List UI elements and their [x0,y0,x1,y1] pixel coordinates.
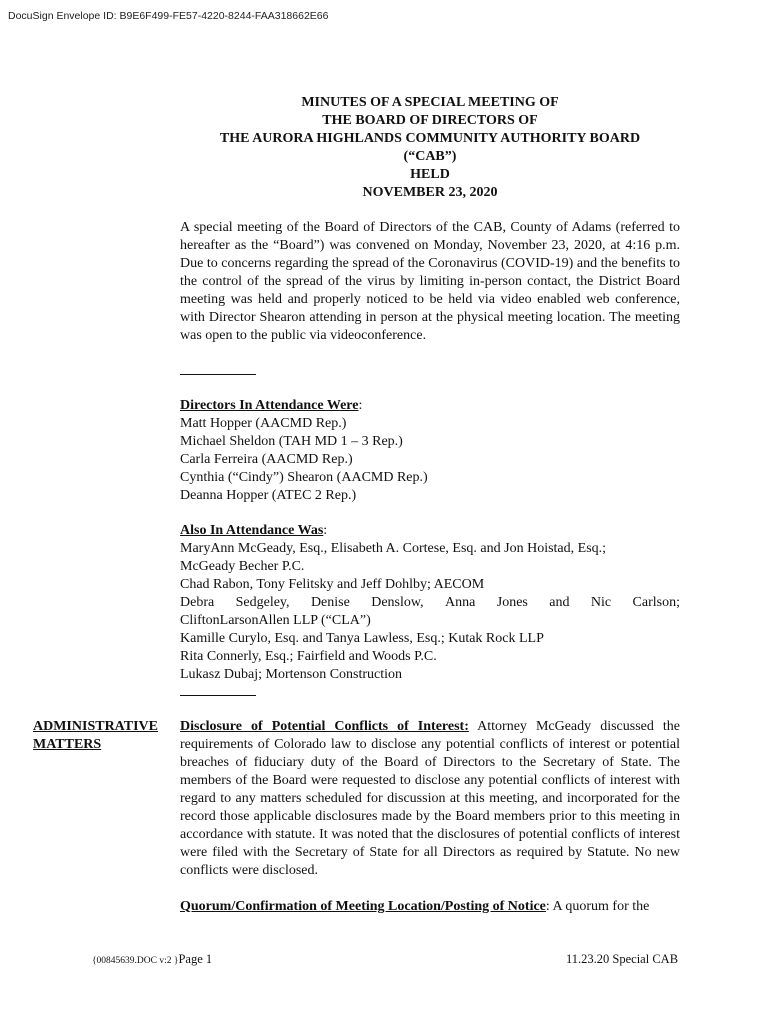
attendee-word: Anna [445,595,476,610]
director-item: Michael Sheldon (TAH MD 1 – 3 Rep.) [180,434,403,449]
attendee-line: Lukasz Dubaj; Mortenson Construction [180,667,403,682]
disclosure-text: Attorney McGeady discussed the requirements of Colorado law to disclose any potential conflicts of interest or potential breaches of fiduciary duty of the Board of Directors to the Secretary of State. The members of the Board were requested to disclose any potential conflicts of interest with regard to any matters scheduled for discussion at this meeting, and incorporated for the record those applicable disclosures made by the Board members prior to this meeting in accordance with statute. It was noted that the disclosures of potential conflicts of interest were filed with the Secretary of State for all Directors as required by Statute. No new conflicts were disclosed. [180,719,680,878]
quorum-paragraph [180,898,680,916]
also-heading-colon: : [323,523,328,538]
quorum-heading: Quorum/Confirmation of Meeting Location/Posting of Notice [180,899,546,914]
director-item: Matt Hopper (AACMD Rep.) [180,416,347,431]
quorum-text: : A quorum for the [545,899,650,914]
title-line-6: NOVEMBER 23, 2020 [362,185,498,200]
attendee-line: MaryAnn McGeady, Esq., Elisabeth A. Cortese, Esq. and Jon Hoistad, Esq.; [180,541,607,556]
footer-left [92,952,212,967]
directors-heading [180,397,680,415]
minutes-title [180,94,680,202]
director-item: Cynthia (“Cindy”) Shearon (AACMD Rep.) [180,470,428,485]
footer-right: 11.23.20 Special CAB [566,952,679,966]
title-line-3: THE AURORA HIGHLANDS COMMUNITY AUTHORITY BOARD [219,131,641,146]
directors-section [180,397,680,505]
footer-doc-ref: {00845639.DOC v:2 } [92,956,179,966]
left-heading-line-1: ADMINISTRATIVE [33,719,158,734]
directors-heading-colon: : [358,398,363,413]
director-item: Carla Ferreira (AACMD Rep.) [180,452,353,467]
directors-heading-text: Directors In Attendance Were [180,398,359,413]
footer-page-number: Page 1 [178,952,213,966]
intro-paragraph: A special meeting of the Board of Directors of the CAB, County of Adams (referred to hereafter as the “Board”) was convened on Monday, November 23, 2020, at 4:16 p.m. Due to concerns regarding the spread of the Coronavirus (COVID-19) and the benefits to the control of the spread of the virus by limiting in-person contact, the District Board meeting was held and properly noticed to be held via video enabled web conference, with Director Shearon attending in person at the physical meeting location. The meeting was open to the public via videoconference. [180,220,680,343]
attendee-line: CliftonLarsonAllen LLP (“CLA”) [180,613,371,628]
title-line-4: (“CAB”) [403,149,457,164]
attendee-line: McGeady Becher P.C. [180,559,305,574]
title-line-2: THE BOARD OF DIRECTORS OF [322,113,538,128]
attendee-word: Denise [310,595,350,610]
also-heading-text: Also In Attendance Was [180,523,324,538]
docusign-envelope-id: DocuSign Envelope ID: B9E6F499-FE57-4220-8244-FAA318662E66 [8,10,329,22]
also-attendance-section [180,522,680,684]
section-divider-1 [180,374,680,375]
attendee-word: Nic [590,595,612,610]
attendee-word: Sedgeley, [235,595,290,610]
attendee-word: Denslow, [371,595,424,610]
director-item: Deanna Hopper (ATEC 2 Rep.) [180,488,357,503]
attendee-word: Jones [496,595,528,610]
disclosure-paragraph [180,718,680,880]
attendee-line: Chad Rabon, Tony Felitsky and Jeff Dohlby; AECOM [180,577,485,592]
also-heading [180,522,680,540]
title-line-5: HELD [410,167,450,182]
attendee-line: Kamille Curylo, Esq. and Tanya Lawless, Esq.; Kutak Rock LLP [180,631,544,646]
left-heading-line-2: MATTERS [33,737,102,752]
disclosure-heading: Disclosure of Potential Conflicts of Interest: [180,719,469,734]
attendee-word: and [549,595,570,610]
section-divider-2 [180,695,680,696]
attendee-line-justified [180,594,680,612]
attendee-line: Rita Connerly, Esq.; Fairfield and Woods P.C. [180,649,437,664]
administrative-matters-heading [33,718,158,754]
attendee-word: Carlson; [632,595,680,610]
title-line-1: MINUTES OF A SPECIAL MEETING OF [301,95,559,110]
attendee-word: Debra [180,595,215,610]
